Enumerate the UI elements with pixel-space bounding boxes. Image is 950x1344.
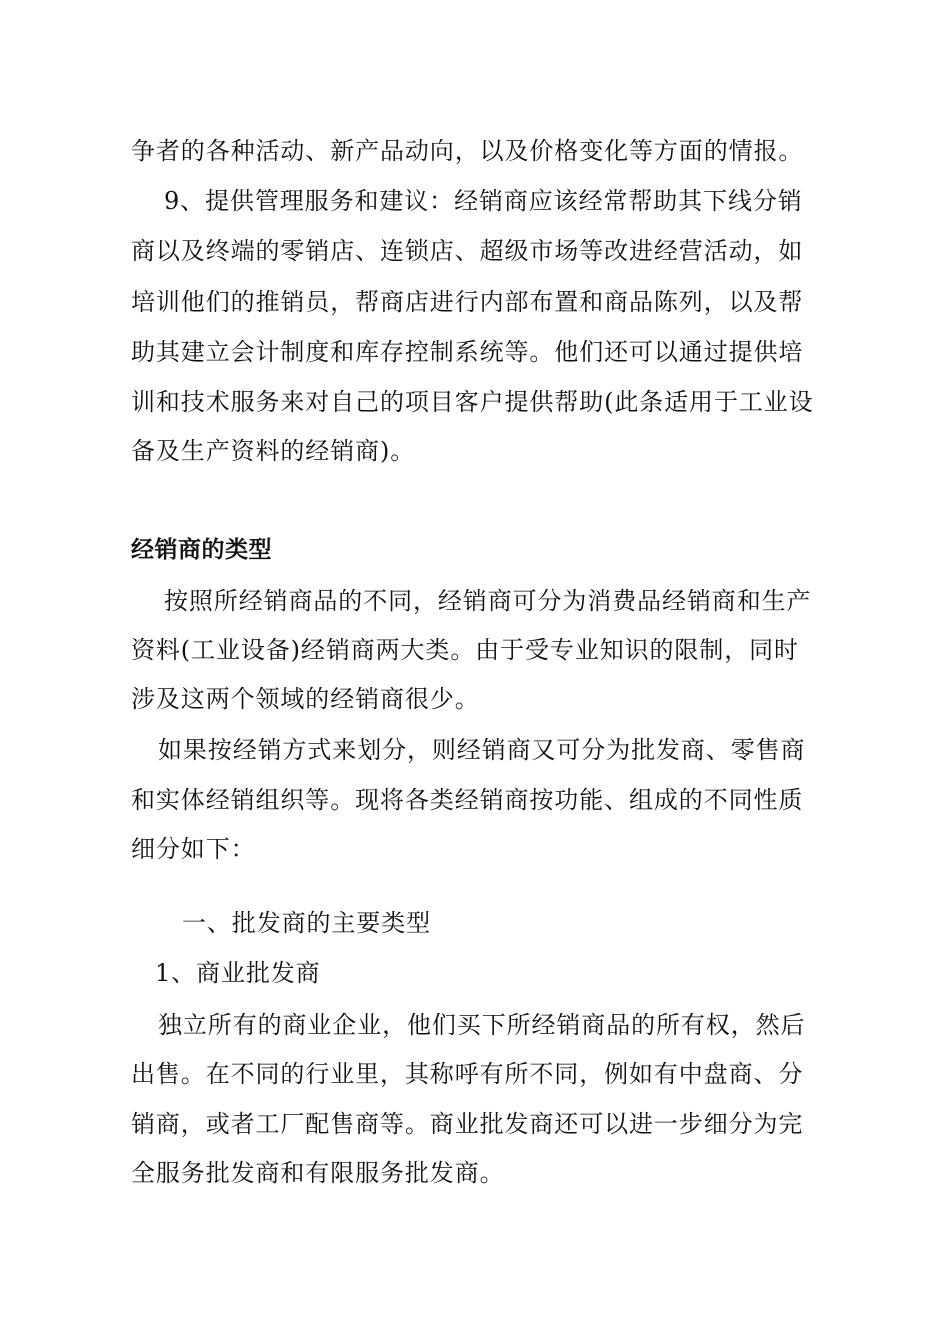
paragraph-line: 培训他们的推销员，帮商店进行内部布置和商品陈列，以及帮 <box>131 288 804 316</box>
paragraph-line: 商以及终端的零销店、连锁店、超级市场等改进经营活动，如 <box>131 237 804 265</box>
paragraph-line: 争者的各种活动、新产品动向，以及价格变化等方面的情报。 <box>131 137 804 165</box>
paragraph-line: 备及生产资料的经销商)。 <box>131 437 416 465</box>
paragraph-line: 资料(工业设备)经销商两大类。由于受专业知识的限制，同时 <box>131 636 799 664</box>
paragraph-line: 涉及这两个领域的经销商很少。 <box>131 685 480 713</box>
paragraph-line: 全服务批发商和有限服务批发商。 <box>131 1159 505 1187</box>
paragraph-line: 训和技术服务来对自己的项目客户提供帮助(此条适用于工业设 <box>131 388 814 416</box>
paragraph-line: 独立所有的商业企业，他们买下所经销商品的所有权，然后 <box>158 1011 806 1039</box>
paragraph-line: 出售。在不同的行业里，其称呼有所不同，例如有中盘商、分 <box>131 1060 804 1088</box>
paragraph-line: 销商，或者工厂配售商等。商业批发商还可以进一步细分为完 <box>131 1110 804 1138</box>
section-heading: 经销商的类型 <box>131 537 272 563</box>
item-title: 1、商业批发商 <box>155 959 321 987</box>
paragraph-line: 助其建立会计制度和库存控制系统等。他们还可以通过提供培 <box>131 338 804 366</box>
paragraph-line: 和实体经销组织等。现将各类经销商按功能、组成的不同性质 <box>131 786 804 814</box>
subsection-heading: 一、批发商的主要类型 <box>182 909 431 937</box>
paragraph-line: 细分如下： <box>131 835 256 863</box>
paragraph-line: 9、提供管理服务和建议：经销商应该经常帮助其下线分销 <box>164 187 803 215</box>
paragraph-line: 按照所经销商品的不同，经销商可分为消费品经销商和生产 <box>164 587 812 615</box>
paragraph-line: 如果按经销方式来划分，则经销商又可分为批发商、零售商 <box>158 736 806 764</box>
